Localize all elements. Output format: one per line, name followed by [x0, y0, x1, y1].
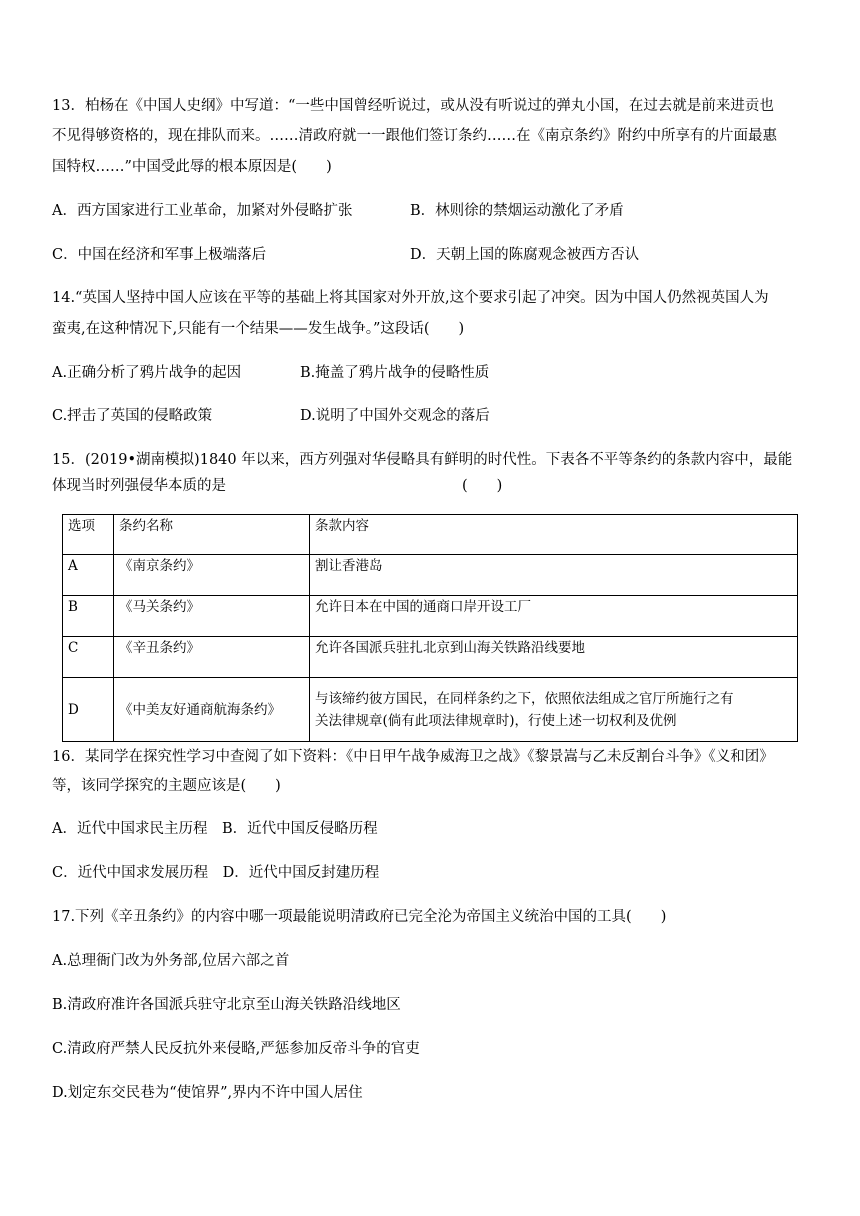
- row-b-treaty: 《马关条约》: [114, 596, 310, 637]
- q14-stem-line-2: 蛮夷,在这种情况下,只能有一个结果——发生战争。”这段话( ): [52, 321, 465, 337]
- header-option: 选项: [63, 515, 114, 555]
- q17-option-b: B.清政府准许各国派兵驻守北京至山海关铁路沿线地区: [52, 997, 401, 1013]
- row-d-content-line-2: 关法律规章(倘有此项法律规章时)，行使上述一切权利及优例: [315, 712, 677, 729]
- q16-options-cd: C．近代中国求发展历程 D．近代中国反封建历程: [52, 865, 380, 881]
- q17-option-a: A.总理衙门改为外务部,位居六部之首: [52, 953, 290, 969]
- table-header-row: [63, 515, 798, 555]
- q14-option-a: A.正确分析了鸦片战争的起因: [52, 365, 242, 381]
- q14-stem-line-1: 14.“英国人坚持中国人应该在平等的基础上将其国家对外开放,这个要求引起了冲突。因为中国人仍然视英国人为: [52, 290, 769, 306]
- q13-stem-line-3: 国特权……”中国受此辱的根本原因是( ): [52, 159, 332, 175]
- q17-option-d: D.划定东交民巷为“使馆界”,界内不许中国人居住: [52, 1085, 363, 1101]
- header-treaty: 条约名称: [114, 515, 310, 555]
- row-c-content: 允许各国派兵驻扎北京到山海关铁路沿线要地: [310, 637, 798, 678]
- row-a-treaty: 《南京条约》: [114, 555, 310, 596]
- row-c-option: C: [63, 637, 114, 678]
- q13-stem-line-1: 13．柏杨在《中国人史纲》中写道：“一些中国曾经听说过，或从没有听说过的弹丸小国，在过去就是前来进贡也: [52, 98, 774, 114]
- row-d-content-line-1: 与该缔约彼方国民，在同样条约之下，依照依法组成之官厅所施行之有: [315, 690, 734, 707]
- q14-option-d: D.说明了中国外交观念的落后: [300, 408, 490, 424]
- row-a-content: 割让香港岛: [310, 555, 798, 596]
- q13-option-a: A．西方国家进行工业革命，加紧对外侵略扩张: [52, 203, 353, 219]
- row-c-treaty: 《辛丑条约》: [114, 637, 310, 678]
- q13-option-d: D．天朝上国的陈腐观念被西方否认: [410, 247, 640, 263]
- q14-option-c: C.抨击了英国的侵略政策: [52, 408, 213, 424]
- q13-stem-line-2: 不见得够资格的，现在排队而来。……清政府就一一跟他们签订条约……在《南京条约》附约中所享有的片面最惠: [52, 128, 777, 144]
- q15-stem-line-1: 15．(2019•湖南模拟)1840 年以来，西方列强对华侵略具有鲜明的时代性。下表各不平等条约的条款内容中，最能: [52, 452, 793, 468]
- q15-stem-line-2: 体现当时列强侵华本质的是: [52, 478, 226, 494]
- q17-stem: 17.下列《辛丑条约》的内容中哪一项最能说明清政府已完全沦为帝国主义统治中国的工具( ): [52, 909, 667, 925]
- q13-option-c: C．中国在经济和军事上极端落后: [52, 247, 267, 263]
- q16-stem-line-2: 等，该同学探究的主题应该是( ): [52, 778, 281, 794]
- table-row: [63, 678, 798, 742]
- row-d-content: [310, 678, 798, 742]
- q17-option-c: C.清政府严禁人民反抗外来侵略,严惩参加反帝斗争的官吏: [52, 1041, 420, 1057]
- table-row: [63, 637, 798, 678]
- q15-answer-paren: ( ): [462, 478, 503, 494]
- row-b-option: B: [63, 596, 114, 637]
- row-d-treaty: 《中美友好通商航海条约》: [114, 678, 310, 742]
- row-b-content: 允许日本在中国的通商口岸开设工厂: [310, 596, 798, 637]
- q13-option-b: B．林则徐的禁烟运动激化了矛盾: [410, 203, 624, 219]
- row-d-option: D: [63, 678, 114, 742]
- treaty-table: [62, 514, 798, 742]
- q16-stem-line-1: 16．某同学在探究性学习中查阅了如下资料：《中日甲午战争威海卫之战》《黎景嵩与乙未反割台斗争》《义和团》: [52, 749, 774, 765]
- table-row: [63, 596, 798, 637]
- row-a-option: A: [63, 555, 114, 596]
- q16-options-ab: A．近代中国求民主历程 B．近代中国反侵略历程: [52, 821, 378, 837]
- q14-option-b: B.掩盖了鸦片战争的侵略性质: [300, 365, 490, 381]
- header-content: 条款内容: [310, 515, 798, 555]
- table-row: [63, 555, 798, 596]
